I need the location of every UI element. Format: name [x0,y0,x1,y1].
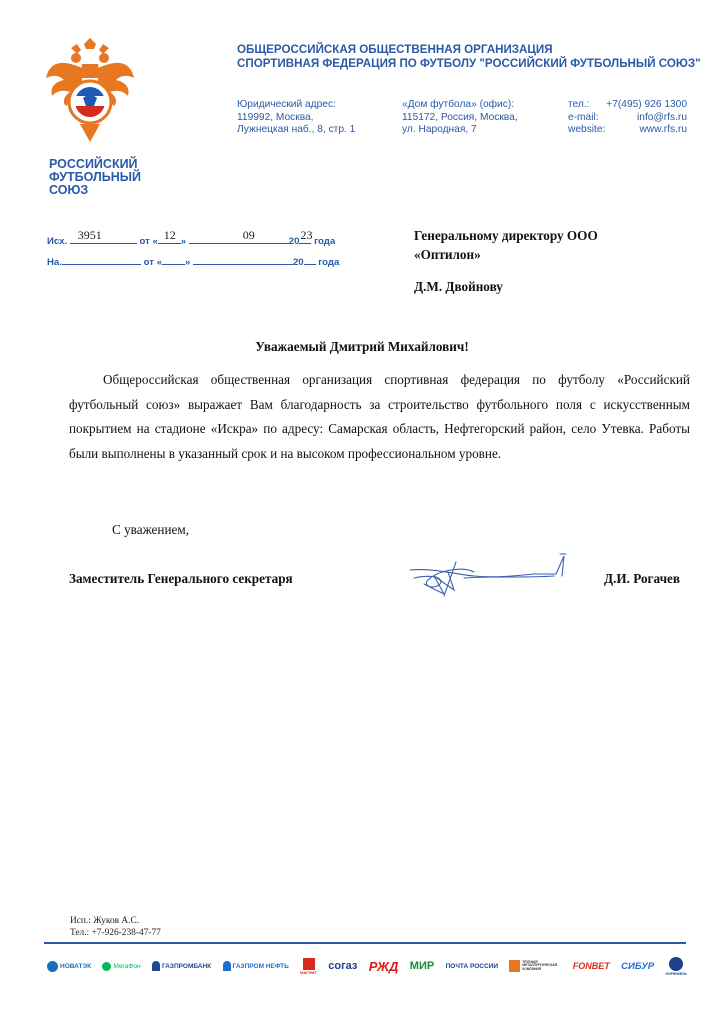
reply-number-line [47,253,339,268]
ref-label: Исх. [47,236,68,247]
sponsor-label: НОВАТЭК [60,962,92,970]
ref-number-value: 3951 [77,228,102,242]
legal-address-line: Лужнецкая наб., 8, стр. 1 [237,124,356,135]
sponsor-label: МАГНИТ [300,969,317,975]
legal-address [237,99,355,137]
email-label: e-mail: [568,111,599,123]
reply-day-close: » [184,257,191,268]
legal-address-line: 119992, Москва, [237,111,314,123]
sponsor-label: НОРНИКЕЛЬ [665,971,687,976]
reply-number-field [62,253,141,265]
sponsor-label: FONBET [572,961,610,971]
sponsor-magnit [300,958,317,975]
sponsor-megafon [102,962,140,971]
gazprombank-logo-icon [152,961,160,971]
sponsor-label: ГАЗПРОМ НЕФТЬ [232,962,289,970]
brand-name-line: СОЮЗ [49,183,89,197]
phone-row [568,99,687,112]
website-value: www.rfs.ru [639,124,687,135]
sponsor-pochta [446,963,498,970]
organization-title-line2: СПОРТИВНАЯ ФЕДЕРАЦИЯ ПО ФУТБОЛУ "РОССИЙСКИЙ ФУТБОЛЬНЫЙ СОЮЗ" [237,57,701,70]
website-row [568,124,687,137]
brand-name [49,158,141,197]
sponsor-rzd [369,959,399,974]
sponsor-label: СИБУР [621,960,655,972]
megafon-logo-icon [102,962,111,971]
year-field [299,228,313,244]
email-value: info@rfs.ru [637,111,687,123]
month-value: 09 [242,228,255,242]
sponsor-label: ПОЧТА РОССИИ [445,962,498,970]
magnit-logo-icon [303,958,315,970]
sponsor-label: ГАЗПРОМБАНК [161,962,212,970]
website-label: website: [568,124,606,135]
sponsor-sogaz [328,960,357,972]
sponsor-label: МИР [409,960,435,972]
sponsor-fonbet [573,961,610,971]
salutation: Уважаемый Дмитрий Михайлович! [255,339,469,354]
executor-phone: Тел.: +7-926-238-47-77 [70,928,161,938]
nornickel-logo-icon [669,957,683,971]
executor-name: Исп.: Жуков А.С. [70,916,140,926]
year-value: 23 [300,228,313,242]
addressee-company: «Оптилон» [414,247,481,262]
email-row [568,112,687,125]
sponsor-logos [47,954,687,978]
reply-month-field [193,253,293,265]
reply-label: На. [47,257,62,268]
closing: С уважением, [112,522,189,537]
tmk-logo-icon [509,960,520,972]
brand-name-line: РОССИЙСКИЙ [49,157,138,171]
ref-number-field [70,228,137,244]
sponsor-nornickel [666,957,687,976]
letter-body: Общероссийская общественная организация спортивная федерация по футболу «Российский футбольный союз» выражает Вам благодарность за строительство футбольного поля с искусственным покрытием на стадионе «Искра» по адресу: Самарская область, Нефтегорский район, село Утевка. Работы были выполнены в указанный срок и на высоком профессиональном уровне. [69,372,690,461]
organization-title [237,43,701,71]
novatek-logo-icon [47,961,58,972]
reply-from-label: от « [143,257,162,268]
year-prefix: 20 [288,236,300,247]
legal-address-label: Юридический адрес: [237,99,336,110]
signatory-title: Заместитель Генерального секретаря [69,571,293,586]
addressee-position: Генеральному директору ООО [414,228,598,243]
sponsor-label: МегаФон [113,962,141,970]
rfs-eagle-logo-icon [44,38,136,142]
reply-day-field [162,253,185,265]
office-address-label: «Дом футбола» (офис): [402,99,515,110]
date-from-label: от « [139,236,158,247]
office-address [402,99,518,137]
reply-year-label: года [318,257,340,268]
handwritten-signature-icon [404,548,574,602]
sponsor-novatek [47,961,91,972]
phone-value: +7(495) 926 1300 [606,99,687,110]
reply-year-field [304,253,316,265]
sponsor-label: ТРУБНАЯ МЕТАЛЛУРГИЧЕСКАЯ КОМПАНИЯ [522,959,558,971]
organization-title-line1: ОБЩЕРОССИЙСКАЯ ОБЩЕСТВЕННАЯ ОРГАНИЗАЦИЯ [237,43,553,56]
year-label: года [314,236,336,247]
day-close: » [180,236,187,247]
month-field [189,228,289,244]
signatory-name: Д.И. Рогачев [604,571,681,586]
sponsor-label: РЖД [368,958,399,974]
outgoing-number-line [47,228,336,247]
addressee-name: Д.М. Двойнову [414,279,503,294]
phone-label: тел.: [568,99,590,110]
sponsor-label: согаз [328,960,358,972]
executor-info [70,915,161,939]
sponsor-tmk [509,960,561,972]
day-value: 12 [163,228,176,242]
office-address-line: 115172, Россия, Москва, [402,111,518,123]
footer-divider [44,942,686,944]
sponsor-sibur [621,961,654,972]
gazpromneft-logo-icon [223,961,231,971]
sponsor-gazprombank [152,961,211,971]
office-address-line: ул. Народная, 7 [402,124,477,135]
brand-name-line: ФУТБОЛЬНЫЙ [49,170,142,184]
sponsor-mir [410,960,434,972]
reply-year-prefix: 20 [292,257,304,268]
day-field [158,228,181,244]
contacts-block [568,99,687,137]
sponsor-gazpromneft [223,961,289,971]
